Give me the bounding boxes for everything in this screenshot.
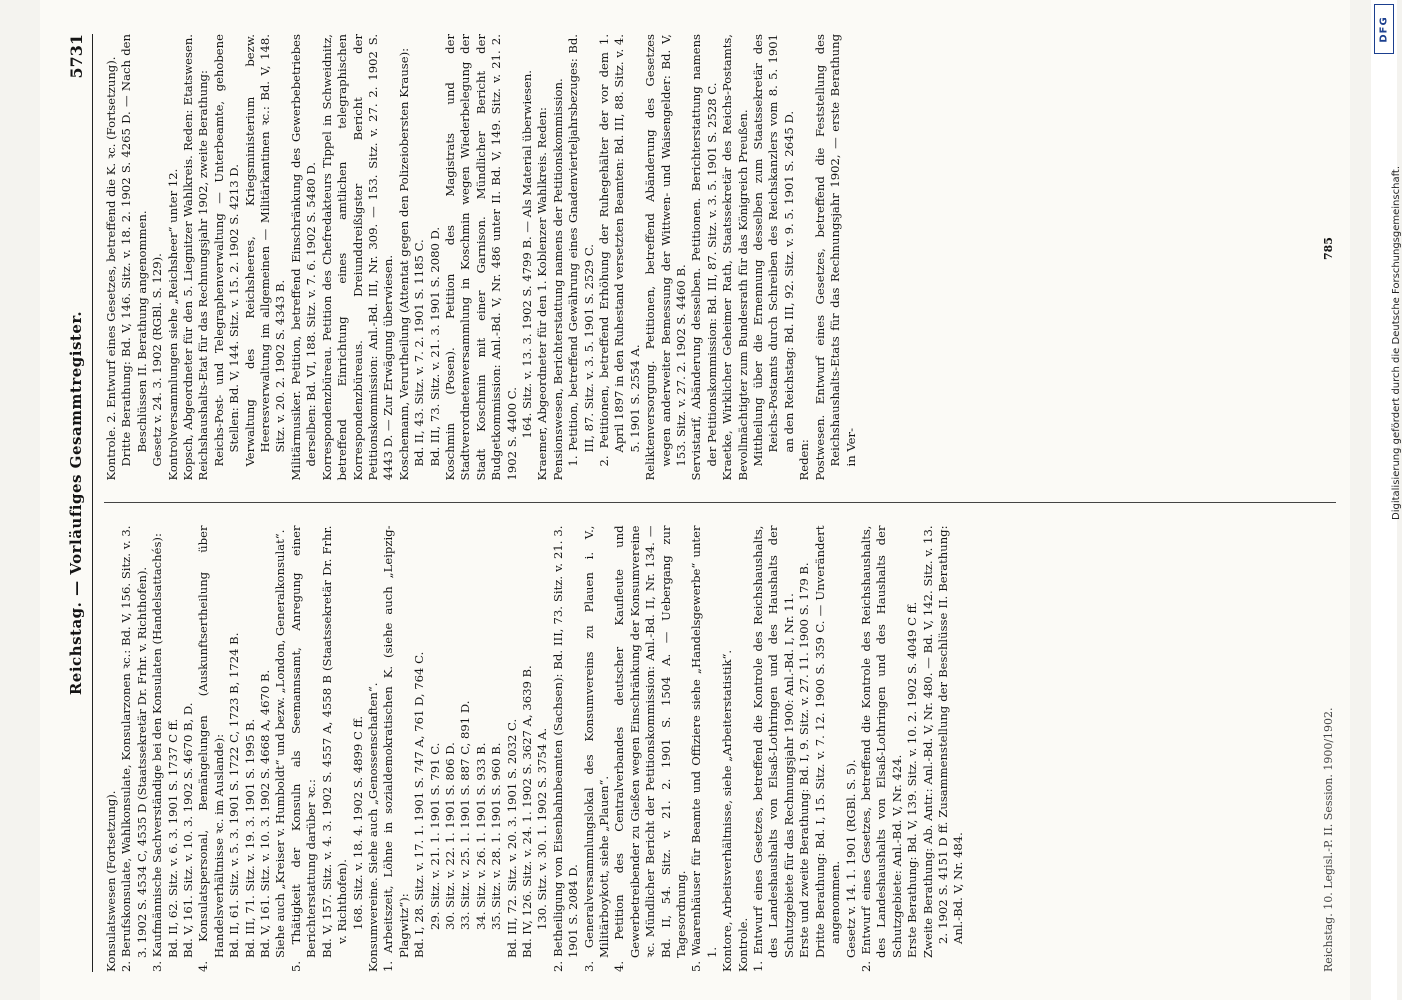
entry-paragraph: 164. Sitz. v. 13. 3. 1902 S. 4799 B. — Als Material überwiesen. — [519, 70, 534, 439]
entry-paragraph: Reden: — [797, 439, 812, 481]
entry-paragraph: Militärmusiker. Petition, betreffend Einschränkung des Gewerbebetriebes derselben: Bd. VI, 188. Sitz. v. 7. 6. 1902 S. 5480 D. — [288, 34, 319, 481]
column-divider — [104, 503, 1336, 504]
column-right — [104, 34, 1336, 481]
entry-paragraph: Verwaltung des Reichsheeres, Kriegsministerium bezw. Heeresverwaltung im allgemeinen — Militärkantinen ꝛc.: Bd. V, 148. Sitz. v. 20. 2. 1902 S. 4343 B. — [242, 34, 288, 467]
digitization-strip — [1371, 0, 1402, 1000]
entry-paragraph: 2. Petitionen, betreffend Erhöhung der Ruhegehälter der vor dem 1. April 1897 in den Ruhestand versetzten Beamten: Bd. III, 88. Sitz. v. 4. 5. 1901 S. 2554 A. — [597, 34, 642, 467]
entry-paragraph: 4. Konsulatspersonal, Bemängelungen (Auskunftsertheilung über Handelsverhältnisse ꝛc. im Auslande): — [196, 525, 226, 972]
entry-paragraph: Bd. I, 28. Sitz. v. 17. 1. 1901 S. 747 A, 761 D, 764 C. — [412, 651, 427, 958]
entry-paragraph: 130. Sitz. v. 30. 1. 1902 S. 3754 A. — [535, 727, 550, 930]
entry-paragraph: 5. Waarenhäuser für Beamte und Offiziere siehe „Handelsgewerbe“ unter 1. — [689, 525, 719, 972]
entry-paragraph: Bd. IV, 126. Sitz. v. 24. 1. 1902 S. 3627 A, 3639 B. — [519, 665, 534, 958]
entry-paragraph: Gesetz v. 14. 1. 1901 (RGBl. S. 5). — [843, 759, 858, 958]
entry-paragraph: Mittheilung über die Ernennung desselben zum Staatssekretär des Reichs-Postamts durch Schreiben des Reichskanzlers vom 8. 5. 1901 an den Reichstag: Bd. III, 92. Sitz. v. 9. 5. 1901 S. 2645 D. — [751, 34, 796, 467]
digitization-note: Digitalisierung gefördert durch die Deutsche Forschungsgemeinschaft. — [1391, 165, 1402, 520]
entry-paragraph: Bd. III, 72. Sitz. v. 20. 3. 1901 S. 2032 C. — [504, 718, 519, 958]
entry-paragraph: Dritte Berathung: Bd. I, 15. Sitz. v. 7. 12. 1900 S. 359 C. — Unverändert angenommen. — [812, 525, 843, 958]
entry-paragraph: Kopsch, Abgeordneter für den 5. Liegnitzer Wahlkreis. Reden: Etatswesen. Reichshaushalts-Etat für das Rechnungsjahr 1902, zweite Berathung: — [181, 34, 211, 481]
entry-paragraph: 3. Kaufmännische Sachverständige bei den Konsulaten (Handelsattachés): — [150, 533, 165, 972]
entry-paragraph: Konsulatswesen (Fortsetzung). — [104, 790, 118, 972]
entry-paragraph: Servistarif, Abänderung desselben. Petitionen. Berichterstattung namens der Petitionskommission: Bd. III, 87. Sitz. v. 3. 5. 1901 S. 2528 C. — [689, 34, 719, 481]
entry-paragraph: Gesetz v. 24. 3. 1902 (RGBl. S. 129). — [150, 253, 165, 467]
entry-paragraph: 1. Petition, betreffend Gewährung eines Gnadenvierteljahrsbezuges: Bd. III, 87. Sitz. v. 3. 5. 1901 S. 2529 C. — [566, 34, 596, 467]
page-header — [62, 34, 93, 972]
entry-paragraph: 5. Thätigkeit der Konsuln als Seemannsamt, Anregung einer Berichterstattung darüber ꝛc.: — [288, 525, 319, 972]
entry-paragraph: Siehe auch „Kreiser v. Humboldt“ und bezw. „London, Generalkonsulat“. — [273, 529, 288, 958]
document-page — [40, 0, 1350, 1000]
entry-paragraph: 2. Betheiligung von Eisenbahnbeamten (Sachsen): Bd. III, 73. Sitz. v. 21. 3. 1901 S. 2084 D. — [550, 525, 581, 972]
entry-paragraph: Bd. III, 73. Sitz. v. 21. 3. 1901 S. 2080 D. — [427, 226, 442, 467]
column-left — [104, 526, 1336, 973]
entry-paragraph: 35. Sitz. v. 28. 1. 1901 S. 960 B. — [489, 742, 504, 930]
entry-paragraph: 1. Arbeitszeit, Löhne in sozialdemokratischen K. (siehe auch „Leipzig-Plagwitz“): — [381, 525, 411, 972]
entry-paragraph: Koschmin (Posen). Petition des Magistrats und der Stadtverordnetenversammlung in Koschmin wegen Wiederbelegung der Stadt Koschmin mit einer Garnison. Mündlicher Bericht der Budgetkommission: Anl.-Bd. V, Nr. 486 unter II. Bd. V, 149. Sitz. v. 21. 2. 1902 S. 4400 C. — [442, 34, 519, 481]
entry-paragraph: 3. Generalversammlungslokal des Konsumvereins zu Plauen i. V., Militärboykott, siehe „Plauen“. — [581, 525, 611, 972]
entry-paragraph: 168. Sitz. v. 18. 4. 1902 S. 4899 C ff. — [350, 715, 365, 930]
entry-paragraph: Koschemann, Verurtheilung (Attentat gegen den Polizeiobersten Krause): — [396, 47, 411, 481]
entry-paragraph: Bd. V, 161. Sitz. v. 10. 3. 1902 S. 4668 A, 4670 B. — [258, 669, 273, 958]
text-columns — [104, 34, 1336, 972]
dfg-logo — [1374, 4, 1394, 54]
entry-paragraph: Zweite Berathung: Ab. Antr.: Anl.-Bd. V, Nr. 480. — Bd. V, 142. Sitz. v. 13. 2. 1902 S. 4151 D ff. Zusammenstellung der Beschlüsse II. Berathung: Anl.-Bd. V, Nr. 484. — [920, 525, 966, 958]
entry-paragraph: 2. Berufskonsulate, Wahlkonsulate, Konsularzonen ꝛc.: Bd. V, 156. Sitz. v. 3. 3. 1902 S. 4534 C, 4535 D (Staatssekretär Dr. Frhr. v. Richthofen). — [119, 525, 149, 972]
entry-paragraph: Kontrole. 2. Entwurf eines Gesetzes, betreffend die K. ꝛc. (Fortsetzung). — [104, 56, 118, 481]
entry-paragraph: 1. Entwurf eines Gesetzes, betreffend die Kontrole des Reichshaushalts, des Landeshaushalts von Elsaß-Lothringen und des Haushalts der Schutzgebiete für das Rechnungsjahr 1900: Anl.-Bd. I, Nr. 11. — [751, 525, 796, 972]
dfg-logo-text: DFG — [1378, 15, 1390, 43]
entry-paragraph: Bd. V, 157. Sitz. v. 4. 3. 1902 S. 4557 A, 4558 B (Staatssekretär Dr. Frhr. v. Richthofen). — [319, 525, 350, 958]
page-number: 5731 — [67, 34, 86, 79]
entry-paragraph: Bd. III, 71. Sitz. v. 19. 3. 1901 S. 1995 B. — [242, 718, 257, 958]
entry-paragraph: 30. Sitz. v. 22. 1. 1901 S. 806 D. — [442, 742, 457, 930]
entry-paragraph: Reichs-Post- und Telegraphenverwaltung — Unterbeamte, gehobene Stellen: Bd. V, 144. Sitz. v. 15. 2. 1902 S. 4213 D. — [211, 34, 242, 467]
entry-paragraph: Reliktenversorgung. Petitionen, betreffend Abänderung des Gesetzes wegen anderweiter Bemessung der Wittwen- und Waisengelder: Bd. V, 153. Sitz. v. 27. 2. 1902 S. 4460 B. — [643, 34, 689, 481]
entry-paragraph: 34. Sitz. v. 26. 1. 1901 S. 933 B. — [473, 742, 488, 930]
entry-paragraph: Kraetke, Wirklicher Geheimer Rath, Staatssekretär des Reichs-Postamts, Bevollmächtigter zum Bundesrath für das Königreich Preußen. — [720, 34, 750, 481]
entry-paragraph: Bd. II, 62. Sitz. v. 6. 3. 1901 S. 1737 C ff. — [165, 718, 180, 958]
entry-paragraph: Kontrolversammlungen siehe „Reichsheer“ unter 12. — [165, 168, 180, 481]
entry-paragraph: 2. Entwurf eines Gesetzes, betreffend die Kontrole des Reichshaushalts, des Landeshaushalts von Elsaß-Lothringen und des Haushalts der Schutzgebiete: Anl.-Bd. V, Nr. 424. — [858, 525, 904, 972]
entry-paragraph: Kraemer, Abgeordneter für den 1. Koblenzer Wahlkreis. Reden: — [535, 107, 550, 481]
entry-paragraph: Konsumvereine. Siehe auch „Genossenschaften“. — [365, 682, 380, 972]
entry-paragraph: Korrespondenzbüreau. Petition des Chefredakteurs Tippel in Schweidnitz, betreffend Einrichtung eines amtlichen telegraphischen Korrespondenzbüreaus. Dreiunddreißigster Bericht der Petitionskommission: Anl.-Bd. III, Nr. 309. — 153. Sitz. v. 27. 2. 1902 S. 4443 D. — Zur Erwägung überwiesen. — [319, 34, 396, 481]
entry-paragraph: Dritte Berathung: Bd. V, 146. Sitz. v. 18. 2. 1902 S. 4265 D. — Nach den Beschlüssen II. Berathung angenommen. — [119, 34, 149, 467]
entry-paragraph: Erste Berathung: Bd. V, 139. Sitz. v. 10. 2. 1902 S. 4049 C ff. — [905, 601, 920, 958]
entry-paragraph: Bd. II, 43. Sitz. v. 7. 2. 1901 S. 1185 C. — [412, 239, 427, 467]
footer-sheet-number: 785 — [1322, 237, 1335, 260]
entry-paragraph: Erste und zweite Berathung: Bd. I, 9. Sitz. v. 27. 11. 1900 S. 179 B. — [797, 562, 812, 958]
footer-session: Reichstag. 10. Legisl.-P. II. Session. 1900/1902. — [1322, 707, 1335, 972]
entry-paragraph: 33. Sitz. v. 25. 1. 1901 S. 887 C, 891 D. — [458, 700, 473, 930]
entry-paragraph: 4. Petition des Centralverbandes deutscher Kaufleute und Gewerbetreibender zu Gießen wegen Einschränkung der Konsumvereine ꝛc. Mündlicher Bericht der Petitionskommission: Anl.-Bd. II, Nr. 134. — Bd. II, 54. Sitz. v. 21. 2. 1901 S. 1504 A. — Uebergang zur Tagesordnung. — [612, 525, 689, 972]
entry-paragraph: Kontrole. — [735, 917, 750, 972]
entry-paragraph: Postwesen. Entwurf eines Gesetzes, betreffend die Feststellung des Reichshaushalts-Etats für das Rechnungsjahr 1902, — erste Berathung in Ver- — [812, 34, 858, 481]
entry-paragraph: Pensionswesen, Berichterstattung namens der Petitionskommission. — [550, 78, 565, 481]
running-title: Reichstag. — Vorläufiges Gesammtregister. — [67, 310, 85, 696]
entry-paragraph: 29. Sitz. v. 21. 1. 1901 S. 791 C. — [427, 742, 442, 930]
entry-paragraph: Bd. V, 161. Sitz. v. 10. 3. 1902 S. 4670 B, D. — [181, 702, 196, 958]
entry-paragraph: Kontore, Arbeitsverhältnisse, siehe „Arbeiterstatistik“. — [720, 649, 735, 972]
entry-paragraph: Bd. II, 61. Sitz. v. 5. 3. 1901 S. 1722 C, 1723 B, 1724 B. — [227, 632, 242, 958]
